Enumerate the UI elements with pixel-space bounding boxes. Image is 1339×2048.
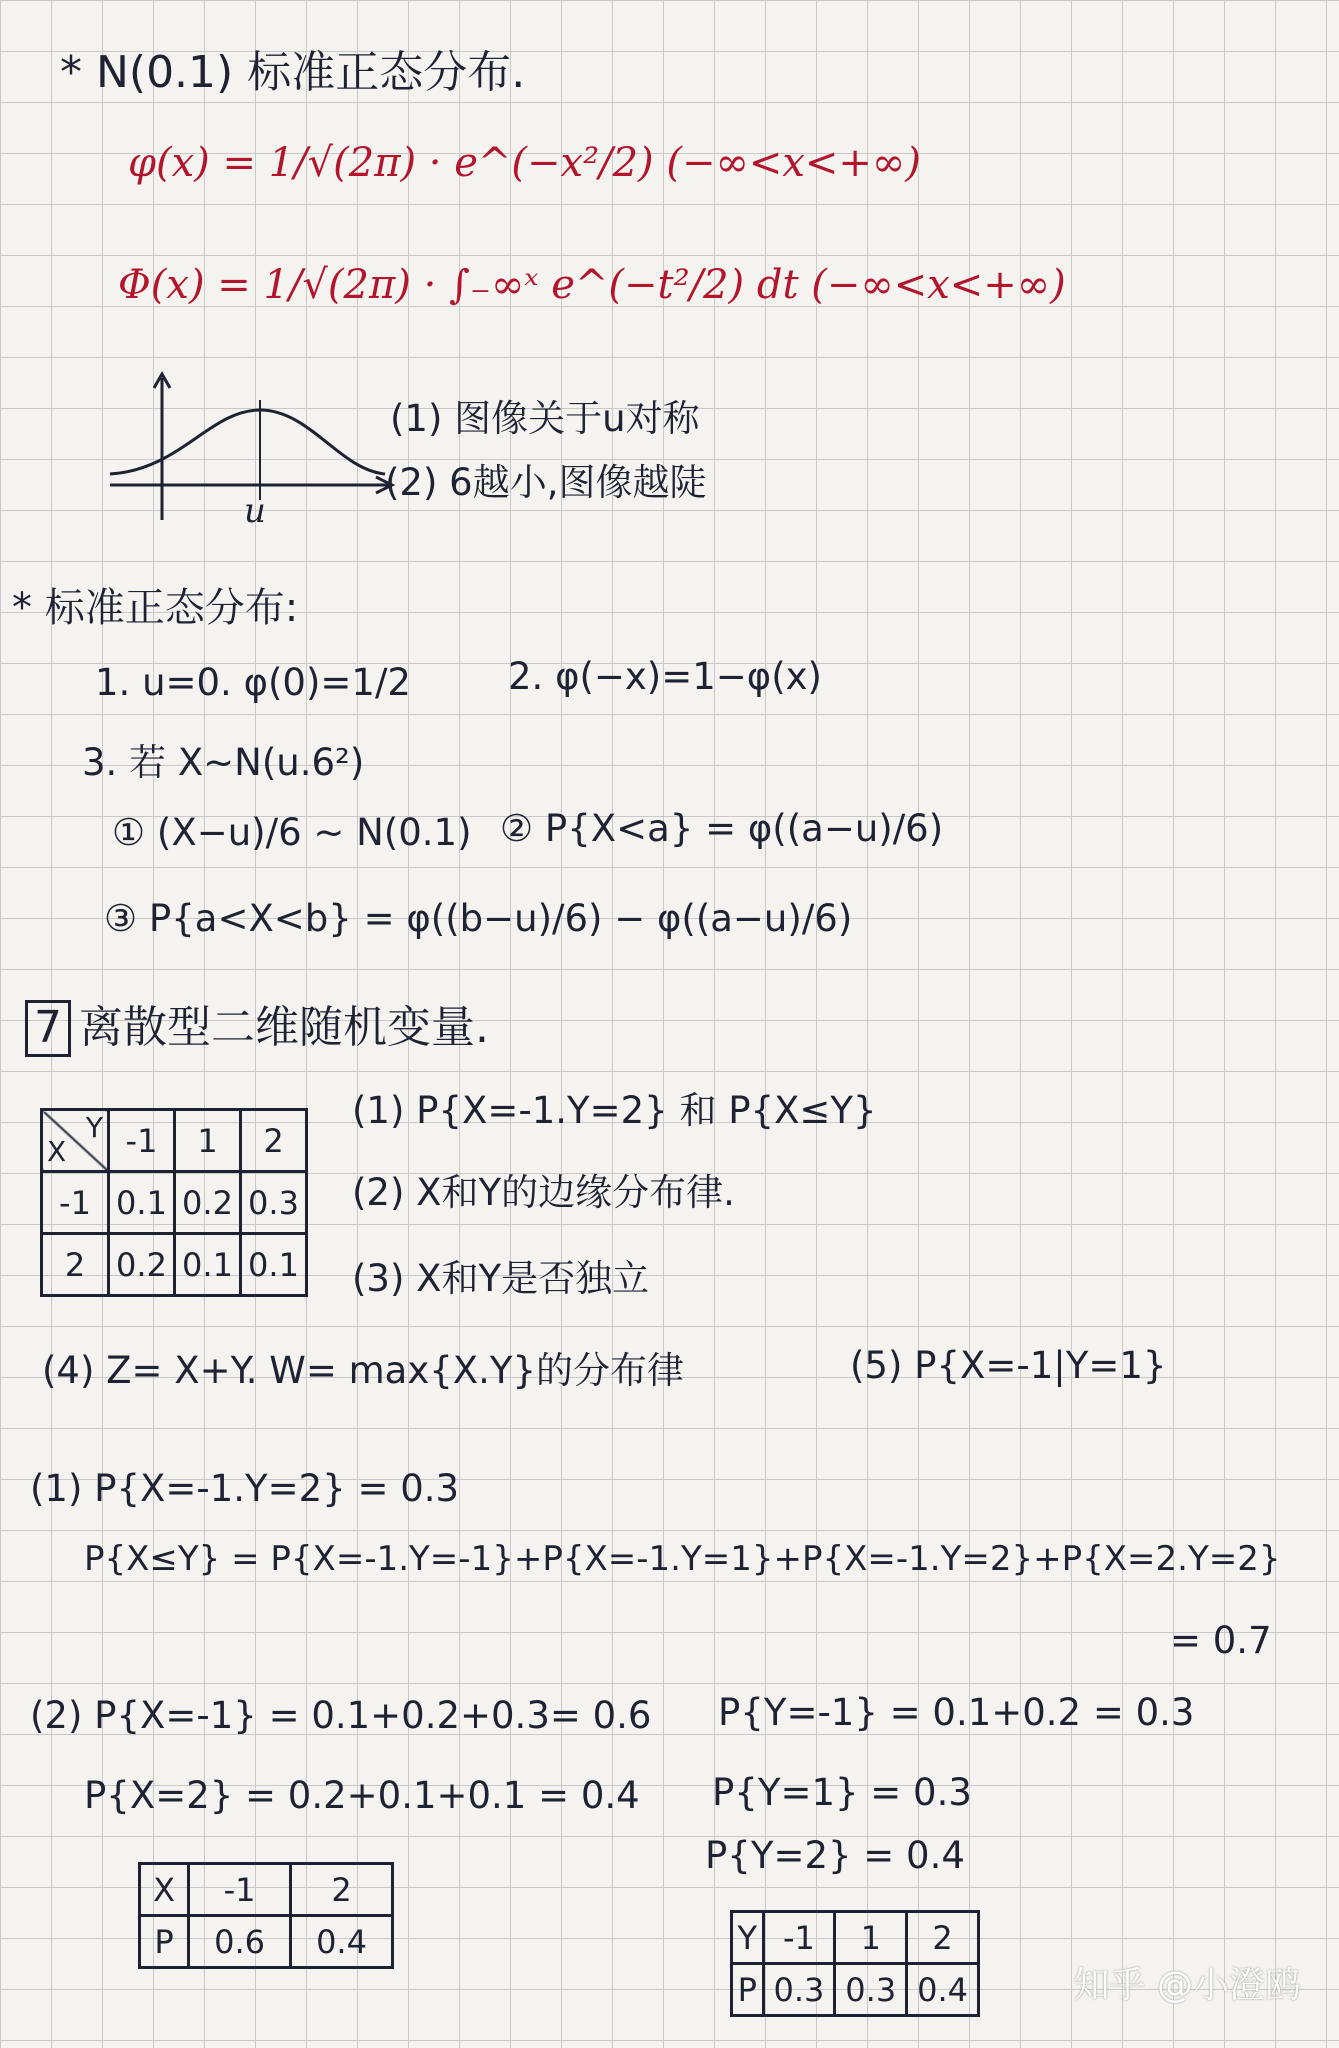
question-4: (4) Z= X+Y. W= max{X.Y}的分布律 xyxy=(42,1349,685,1392)
corner-y-label: Y xyxy=(85,1111,103,1144)
y-marginal-table xyxy=(730,1910,980,2017)
answer-2-y-2: P{Y=2} = 0.4 xyxy=(705,1834,965,1877)
question-2: (2) X和Y的边缘分布律. xyxy=(352,1171,735,1214)
y-marginal-value: -1 xyxy=(763,1912,835,1964)
section-7-title: 离散型二维随机变量. xyxy=(79,1002,489,1053)
standard-point-2: 2. φ(−x)=1−φ(x) xyxy=(508,655,822,698)
prob-cell: 0.2 xyxy=(109,1234,175,1296)
prob-cell: 0.1 xyxy=(241,1234,307,1296)
pdf-formula: φ(x) = 1/√(2π) · e^(−x²/2) (−∞<x<+∞) xyxy=(128,140,921,186)
prob-cell: 0.1 xyxy=(109,1172,175,1234)
answer-2-y-minus1: P{Y=-1} = 0.1+0.2 = 0.3 xyxy=(718,1691,1195,1734)
prob-cell: 0.1 xyxy=(175,1234,241,1296)
y-marginal-value: 1 xyxy=(835,1912,907,1964)
x-marginal-table xyxy=(138,1862,394,1969)
y-value-header: 1 xyxy=(175,1110,241,1172)
y-marginal-prob: 0.4 xyxy=(907,1964,979,2016)
y-marginal-prob: 0.3 xyxy=(835,1964,907,2016)
y-value-header: 2 xyxy=(241,1110,307,1172)
y-value-header: -1 xyxy=(109,1110,175,1172)
answer-1-line-2: P{X≤Y} = P{X=-1.Y=-1}+P{X=-1.Y=1}+P{X=-1.Y=2}+P{X=2.Y=2} xyxy=(84,1539,1281,1579)
x-marginal-p-label: P xyxy=(140,1916,189,1968)
table-row xyxy=(42,1234,307,1296)
prob-cell: 0.2 xyxy=(175,1172,241,1234)
y-marginal-label: Y xyxy=(732,1912,764,1964)
x-marginal-prob: 0.4 xyxy=(291,1916,393,1968)
y-marginal-prob: 0.3 xyxy=(763,1964,835,2016)
zhihu-watermark: 知乎 @小澄鸥 xyxy=(1073,1965,1301,2006)
cdf-formula: Φ(x) = 1/√(2π) · ∫₋∞ˣ e^(−t²/2) dt (−∞<x<+∞) xyxy=(118,262,1066,308)
x-marginal-value: -1 xyxy=(189,1864,291,1916)
answer-2-x-2: P{X=2} = 0.2+0.1+0.1 = 0.4 xyxy=(84,1774,640,1817)
prob-cell: 0.3 xyxy=(241,1172,307,1234)
standard-title: * 标准正态分布: xyxy=(12,585,299,631)
standard-point-3: 3. 若 X~N(u.6²) xyxy=(82,741,365,784)
section-number: 7 xyxy=(25,1000,71,1057)
standard-point-3c: ③ P{a<X<b} = φ((b−u)/6) − φ((a−u)/6) xyxy=(104,897,853,940)
normal-title: * N(0.1) 标准正态分布. xyxy=(60,47,526,98)
question-3: (3) X和Y是否独立 xyxy=(352,1257,650,1300)
standard-point-3a: ① (X−u)/6 ~ N(0.1) xyxy=(112,811,472,854)
curve-property-2: (2) 6越小,图像越陡 xyxy=(385,461,707,504)
table-corner-cell xyxy=(42,1110,109,1172)
curve-mu-label: u xyxy=(244,491,266,531)
table-row xyxy=(42,1172,307,1234)
question-5: (5) P{X=-1|Y=1} xyxy=(850,1344,1167,1387)
x-marginal-label: X xyxy=(140,1864,189,1916)
standard-point-1: 1. u=0. φ(0)=1/2 xyxy=(95,661,411,704)
x-value-cell: 2 xyxy=(42,1234,109,1296)
answer-1-line-3: = 0.7 xyxy=(1170,1619,1272,1662)
corner-x-label: X xyxy=(47,1135,67,1168)
x-value-cell: -1 xyxy=(42,1172,109,1234)
joint-distribution-table xyxy=(40,1108,308,1297)
answer-1-line-1: (1) P{X=-1.Y=2} = 0.3 xyxy=(30,1467,460,1510)
answer-2-y-1: P{Y=1} = 0.3 xyxy=(712,1771,972,1814)
section-7-heading xyxy=(25,1000,489,1057)
answer-2-x-minus1: (2) P{X=-1} = 0.1+0.2+0.3= 0.6 xyxy=(30,1694,652,1737)
y-marginal-p-label: P xyxy=(732,1964,764,2016)
x-marginal-value: 2 xyxy=(291,1864,393,1916)
standard-point-3b: ② P{X<a} = φ((a−u)/6) xyxy=(500,807,944,850)
question-1: (1) P{X=-1.Y=2} 和 P{X≤Y} xyxy=(352,1089,877,1132)
y-marginal-value: 2 xyxy=(907,1912,979,1964)
curve-property-1: (1) 图像关于u对称 xyxy=(390,397,700,440)
x-marginal-prob: 0.6 xyxy=(189,1916,291,1968)
